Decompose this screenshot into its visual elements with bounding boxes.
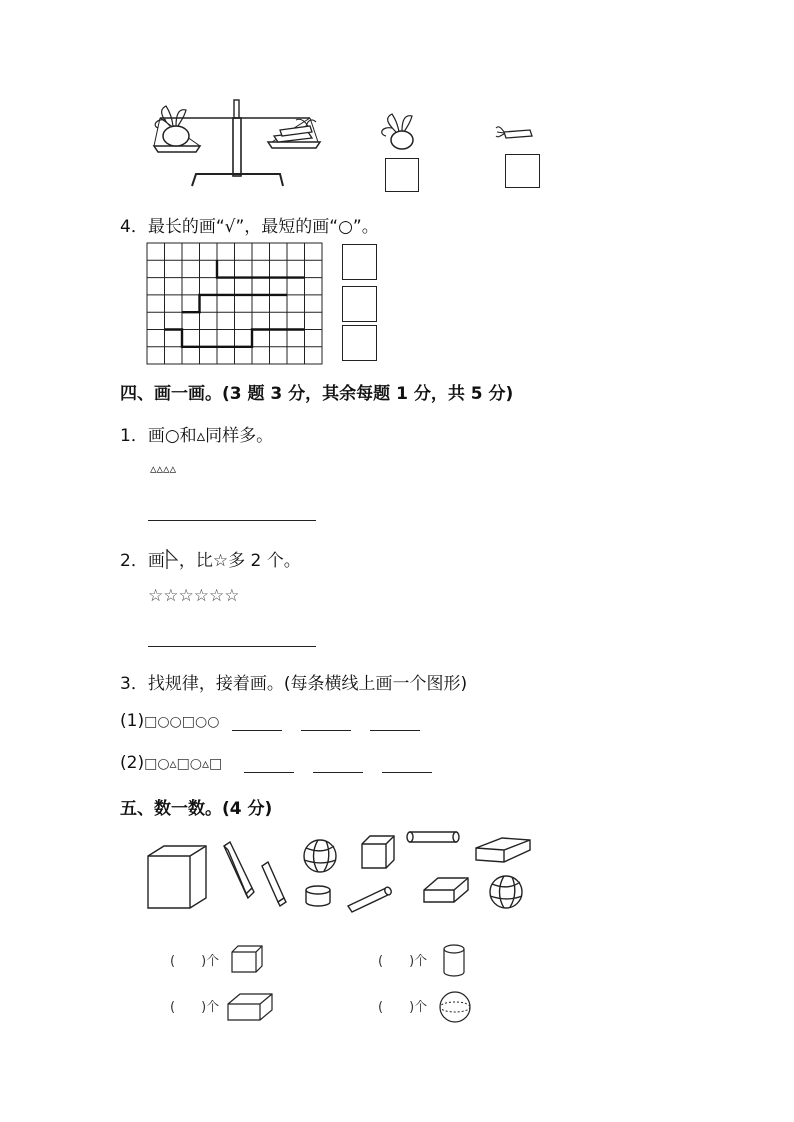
- answer-box-line-3[interactable]: [342, 325, 377, 361]
- solids-illustration: [140, 826, 540, 920]
- s4-q2-text: [120, 546, 301, 571]
- s4-q2-prefix: 2．画: [120, 551, 165, 571]
- s4-q1-triangles: ▵▵▵▵: [150, 462, 177, 477]
- section-5-title: 五、数一数。(4 分): [120, 799, 273, 819]
- answer-box-radish[interactable]: [385, 158, 419, 192]
- s4-q2-suffix: ，比☆多 2 个。: [178, 551, 301, 571]
- cuboid-icon: [226, 990, 274, 1024]
- s4-q3-p2-blank-3[interactable]: [382, 772, 432, 773]
- s4-q3-p2-blank-2[interactable]: [313, 772, 363, 773]
- s4-q3-p2-blank-1[interactable]: [244, 772, 294, 773]
- count-row-cube-label: ( )个: [170, 954, 220, 969]
- s4-q3-p1-blank-3[interactable]: [370, 730, 420, 731]
- balance-scale-illustration: [140, 96, 330, 192]
- count-row-cuboid-label: ( )个: [170, 1000, 220, 1015]
- cylinder-icon: [440, 944, 468, 978]
- grid-lines-figure: [146, 242, 324, 366]
- s4-q3-p2-label: (2): [120, 753, 145, 773]
- s4-q3-p1-blank-1[interactable]: [232, 730, 282, 731]
- answer-box-line-2[interactable]: [342, 286, 377, 322]
- answer-box-line-1[interactable]: [342, 244, 377, 280]
- sphere-icon: [438, 990, 472, 1024]
- s4-q3-p1-blank-2[interactable]: [301, 730, 351, 731]
- s4-q3-p1-label: (1): [120, 711, 145, 731]
- count-row-cylinder-label: ( )个: [378, 954, 428, 969]
- s4-q3-text: 3．找规律，接着画。(每条横线上画一个图形): [120, 674, 468, 694]
- cube-icon: [230, 944, 264, 974]
- s4-q2-answer-line[interactable]: [148, 646, 316, 647]
- s4-q3-p1-pattern: □○○□○○: [144, 714, 220, 730]
- radish-icon: [374, 108, 422, 152]
- q4-title: 4．最长的画“√”，最短的画“○”。: [120, 217, 379, 237]
- s4-q1-text: 1．画○和▵同样多。: [120, 426, 274, 446]
- s4-q3-part-1: [120, 711, 219, 731]
- answer-box-carrot[interactable]: [505, 154, 540, 188]
- s4-q3-part-2: [120, 753, 222, 773]
- section-4-title: 四、画一画。(3 题 3 分，其余每题 1 分，共 5 分): [120, 384, 514, 404]
- carrot-icon: [494, 122, 534, 144]
- s4-q2-stars: ☆☆☆☆☆☆: [148, 586, 240, 606]
- count-row-sphere-label: ( )个: [378, 1000, 428, 1015]
- s4-q1-answer-line[interactable]: [148, 520, 316, 521]
- s4-q3-p2-pattern: □○▵□○▵□: [144, 756, 223, 772]
- flag-icon: [165, 548, 179, 570]
